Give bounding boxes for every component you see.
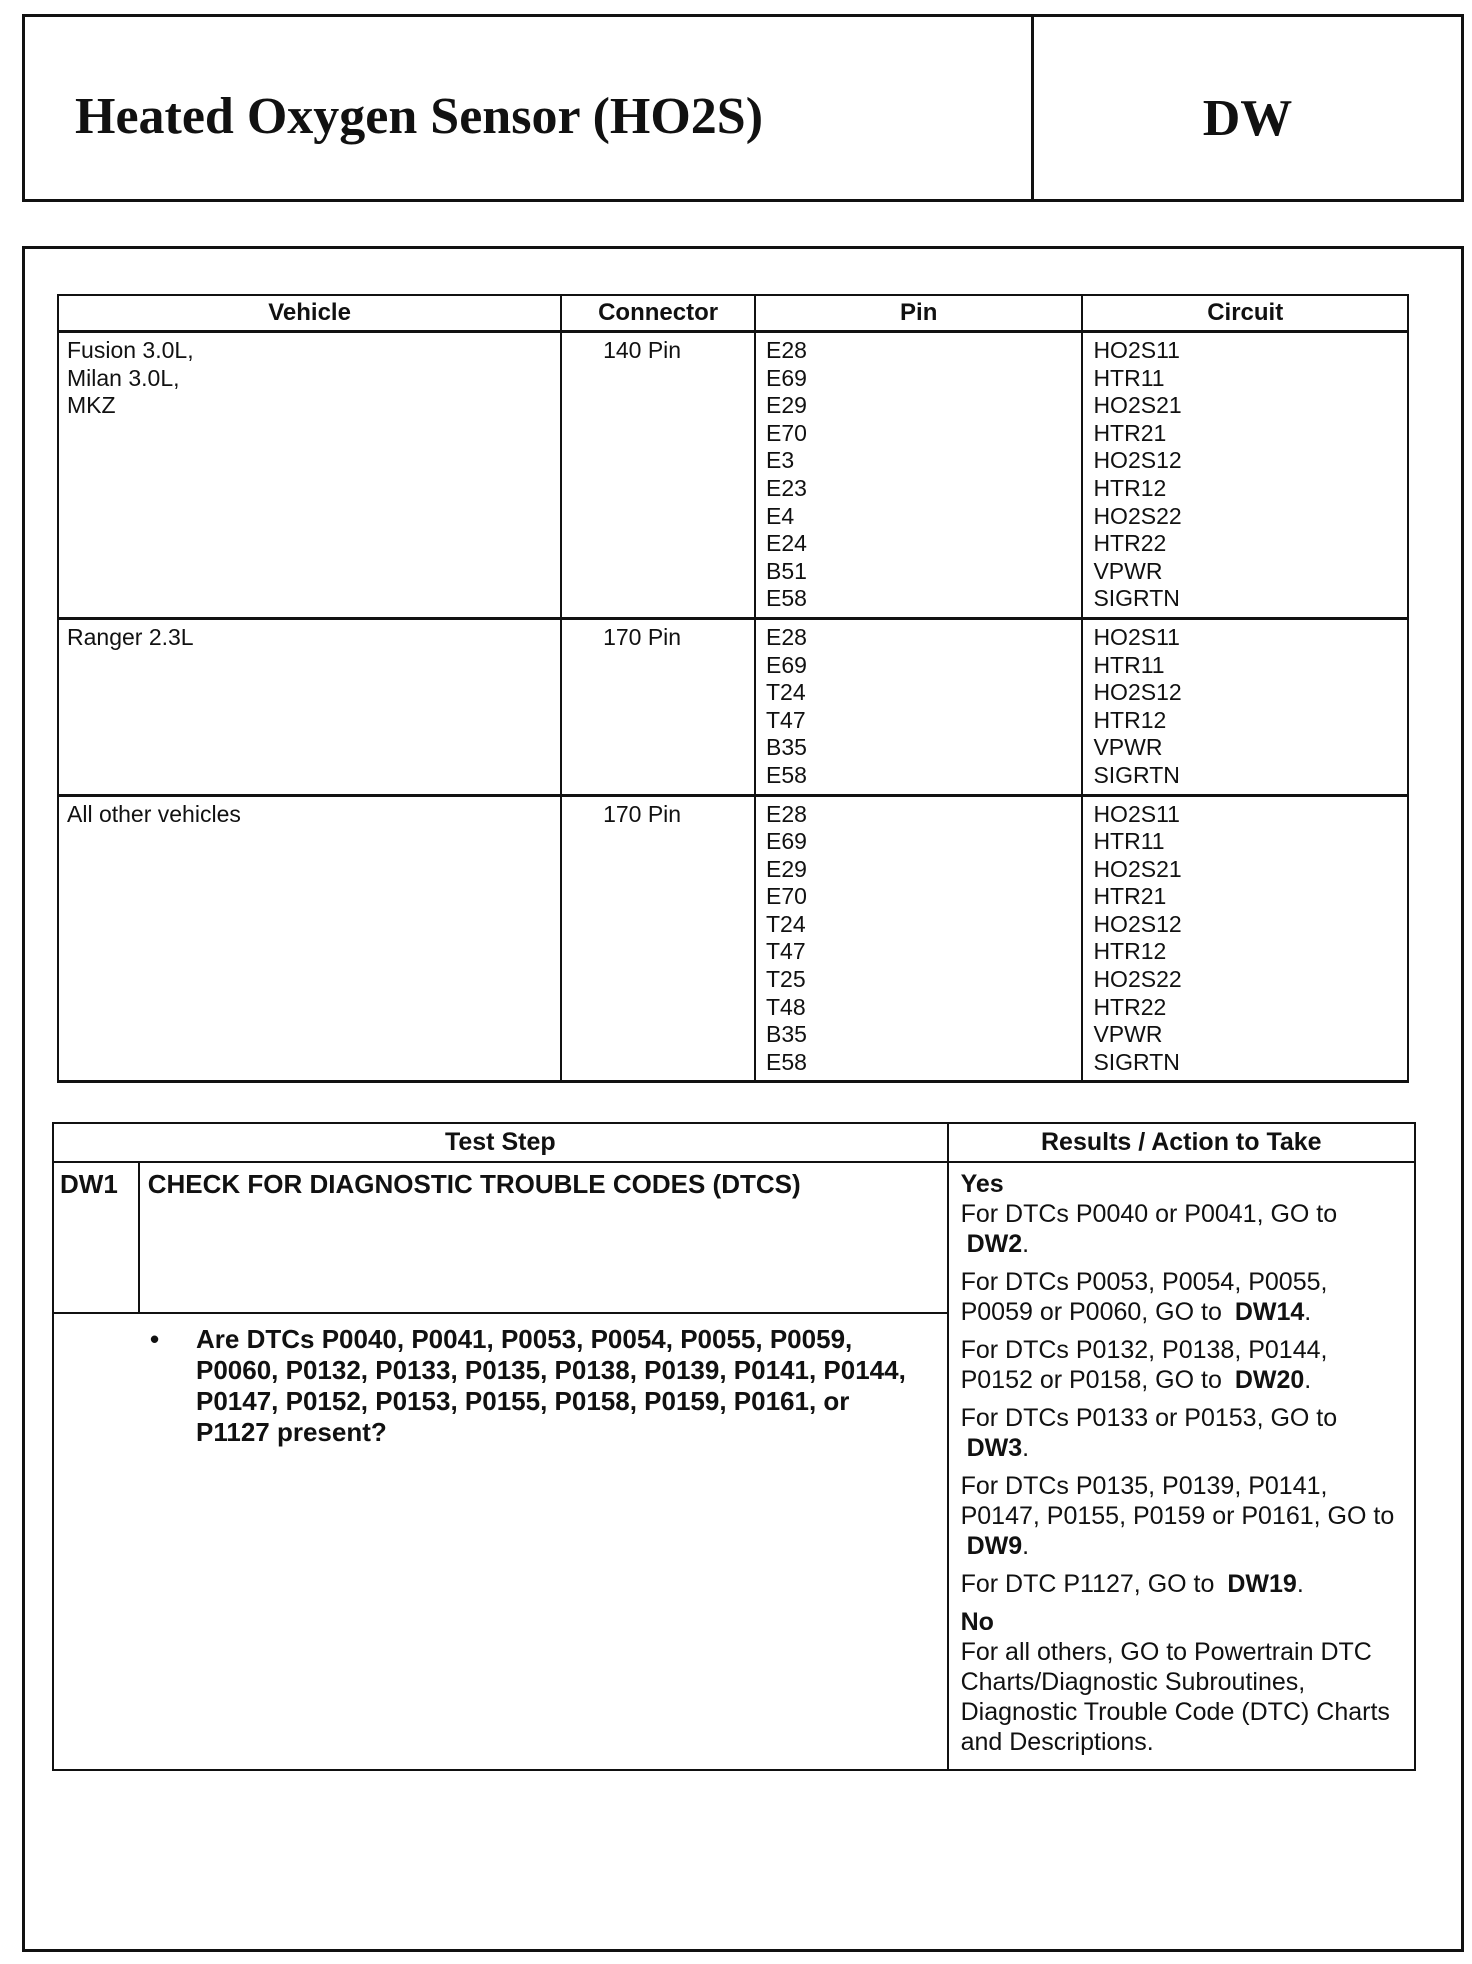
- bullet: •: [150, 1324, 160, 1355]
- pin: T24: [766, 910, 806, 937]
- goto-link[interactable]: DW19: [1227, 1570, 1297, 1598]
- page-title: Heated Oxygen Sensor (HO2S): [75, 88, 764, 145]
- circuit-cell: [1082, 795, 1408, 1082]
- pin: E3: [766, 447, 795, 474]
- result-item: [961, 1569, 1404, 1599]
- pin: E69: [766, 364, 807, 391]
- pin-cell: [755, 332, 1082, 619]
- pin: E69: [766, 651, 807, 678]
- circuit: HTR21: [1093, 419, 1167, 446]
- result-text: For DTCs P0040 or P0041, GO to: [960, 1200, 1338, 1228]
- result-item: [961, 1335, 1404, 1395]
- table-row: [58, 618, 1408, 795]
- step-row: [53, 1162, 1415, 1313]
- no-text: For all others, GO to Powertrain DTC Charts/Diagnostic Subroutines, Diagnostic Trouble Code (DTC) Charts and Descriptions.: [960, 1638, 1390, 1756]
- circuit: HTR11: [1093, 364, 1165, 391]
- circuit: HO2S21: [1093, 855, 1182, 882]
- pin-cell: [755, 618, 1082, 795]
- circuit: HTR21: [1093, 883, 1167, 910]
- goto-link[interactable]: DW9: [966, 1532, 1023, 1560]
- table-row: [58, 795, 1408, 1082]
- pin: T25: [766, 966, 806, 993]
- pin: E29: [766, 392, 807, 419]
- circuit: HO2S21: [1093, 392, 1182, 419]
- circuit: HTR12: [1093, 474, 1167, 501]
- col-vehicle: Vehicle: [58, 295, 561, 332]
- connector-cell: 140 Pin: [561, 332, 755, 619]
- pin: E28: [766, 337, 807, 363]
- circuit: VPWR: [1093, 734, 1163, 761]
- result-item: [961, 1471, 1404, 1561]
- pin: T48: [766, 993, 806, 1020]
- connector-cell: 170 Pin: [561, 795, 755, 1082]
- circuit: HTR11: [1093, 651, 1165, 678]
- result-text: For DTC P1127, GO to: [960, 1570, 1215, 1598]
- results-header: Results / Action to Take: [948, 1123, 1415, 1162]
- circuit: HTR22: [1093, 993, 1167, 1020]
- pin-cell: [755, 795, 1082, 1082]
- table-row: [58, 332, 1408, 619]
- connector-cell: 170 Pin: [561, 618, 755, 795]
- goto-link[interactable]: DW20: [1234, 1366, 1305, 1394]
- pin: T47: [766, 706, 806, 733]
- vehicle-cell: [58, 795, 561, 1082]
- circuit: VPWR: [1093, 1021, 1163, 1048]
- pin: E28: [766, 623, 807, 650]
- yes-label: Yes: [960, 1170, 1004, 1198]
- step-id: DW1: [53, 1162, 139, 1313]
- result-text: For DTCs P0135, P0139, P0141, P0147, P0155, P0159 or P0161, GO to: [960, 1472, 1395, 1530]
- test-step-header: Test Step: [53, 1123, 948, 1162]
- result-end: .: [1022, 1230, 1030, 1258]
- step-title: CHECK FOR DIAGNOSTIC TROUBLE CODES (DTCS): [139, 1162, 948, 1313]
- no-label: No: [960, 1608, 994, 1636]
- goto-link[interactable]: DW3: [966, 1434, 1023, 1462]
- pin: E28: [766, 800, 807, 827]
- vehicle-line: MKZ: [67, 392, 116, 419]
- pin-table: [57, 294, 1409, 1083]
- result-end: .: [1296, 1570, 1304, 1598]
- pin: B51: [766, 557, 807, 584]
- col-connector: Connector: [561, 295, 755, 332]
- circuit: HO2S11: [1093, 623, 1180, 650]
- result-end: .: [1022, 1434, 1030, 1462]
- pin: T47: [766, 938, 806, 965]
- circuit: HO2S12: [1093, 679, 1182, 706]
- circuit: SIGRTN: [1093, 585, 1180, 612]
- circuit: VPWR: [1093, 557, 1163, 584]
- circuit: HO2S22: [1093, 502, 1182, 529]
- question-text: Are DTCs P0040, P0041, P0053, P0054, P0055, P0059, P0060, P0132, P0133, P0135, P0138, P0139, P0141, P0144, P0147, P0152, P0153, P0155, P0158, P0159, P0161, or P1127 present?: [196, 1324, 906, 1448]
- circuit-cell: [1082, 618, 1408, 795]
- section-code: DW: [1202, 90, 1293, 147]
- pin: B35: [766, 734, 807, 761]
- result-end: .: [1022, 1532, 1030, 1560]
- result-text: For DTCs P0133 or P0153, GO to: [960, 1404, 1338, 1432]
- test-step-table: [52, 1122, 1416, 1771]
- pin: E70: [766, 419, 807, 446]
- pin-table-header: [58, 295, 1408, 332]
- circuit: HTR12: [1093, 706, 1167, 733]
- pin: E69: [766, 828, 807, 855]
- result-text: For DTCs P0053, P0054, P0055, P0059 or P0060, GO to: [960, 1268, 1328, 1326]
- pin: T24: [766, 679, 806, 706]
- result-item: [961, 1199, 1404, 1259]
- circuit: SIGRTN: [1093, 1048, 1180, 1075]
- question: [54, 1324, 947, 1448]
- pin: E24: [766, 530, 807, 557]
- circuit: HTR12: [1093, 938, 1167, 965]
- vehicle-line: Ranger 2.3L: [67, 623, 194, 650]
- vehicle-cell: [58, 618, 561, 795]
- goto-link[interactable]: DW2: [966, 1230, 1023, 1258]
- pin: E70: [766, 883, 807, 910]
- circuit: HO2S11: [1093, 800, 1180, 827]
- results-cell: [948, 1162, 1415, 1770]
- col-pin: Pin: [755, 295, 1082, 332]
- circuit: HO2S22: [1093, 966, 1182, 993]
- goto-link[interactable]: DW14: [1234, 1298, 1305, 1326]
- circuit: HO2S12: [1093, 910, 1182, 937]
- pin: E23: [766, 474, 807, 501]
- circuit: SIGRTN: [1093, 761, 1180, 788]
- pin: E58: [766, 761, 807, 788]
- result-item: [961, 1267, 1404, 1327]
- pin: E29: [766, 855, 807, 882]
- circuit: HTR11: [1093, 828, 1165, 855]
- circuit-cell: [1082, 332, 1408, 619]
- vehicle-line: Milan 3.0L,: [67, 364, 180, 391]
- circuit: HO2S12: [1093, 447, 1182, 474]
- pin: B35: [766, 1021, 807, 1048]
- col-circuit: Circuit: [1082, 295, 1408, 332]
- circuit: HO2S11: [1093, 337, 1180, 363]
- step-body: [53, 1313, 948, 1770]
- result-end: .: [1304, 1298, 1312, 1326]
- result-text: For DTCs P0132, P0138, P0144, P0152 or P0158, GO to: [960, 1336, 1328, 1394]
- result-item: [961, 1403, 1404, 1463]
- pin: E58: [766, 585, 807, 612]
- vehicle-line: All other vehicles: [67, 800, 241, 827]
- pin: E4: [766, 502, 795, 529]
- pin: E58: [766, 1048, 807, 1075]
- vehicle-line: Fusion 3.0L,: [67, 337, 194, 363]
- circuit: HTR22: [1093, 530, 1167, 557]
- test-table-header: [53, 1123, 1415, 1162]
- result-end: .: [1304, 1366, 1312, 1394]
- vehicle-cell: [58, 332, 561, 619]
- page-header: [22, 14, 1464, 202]
